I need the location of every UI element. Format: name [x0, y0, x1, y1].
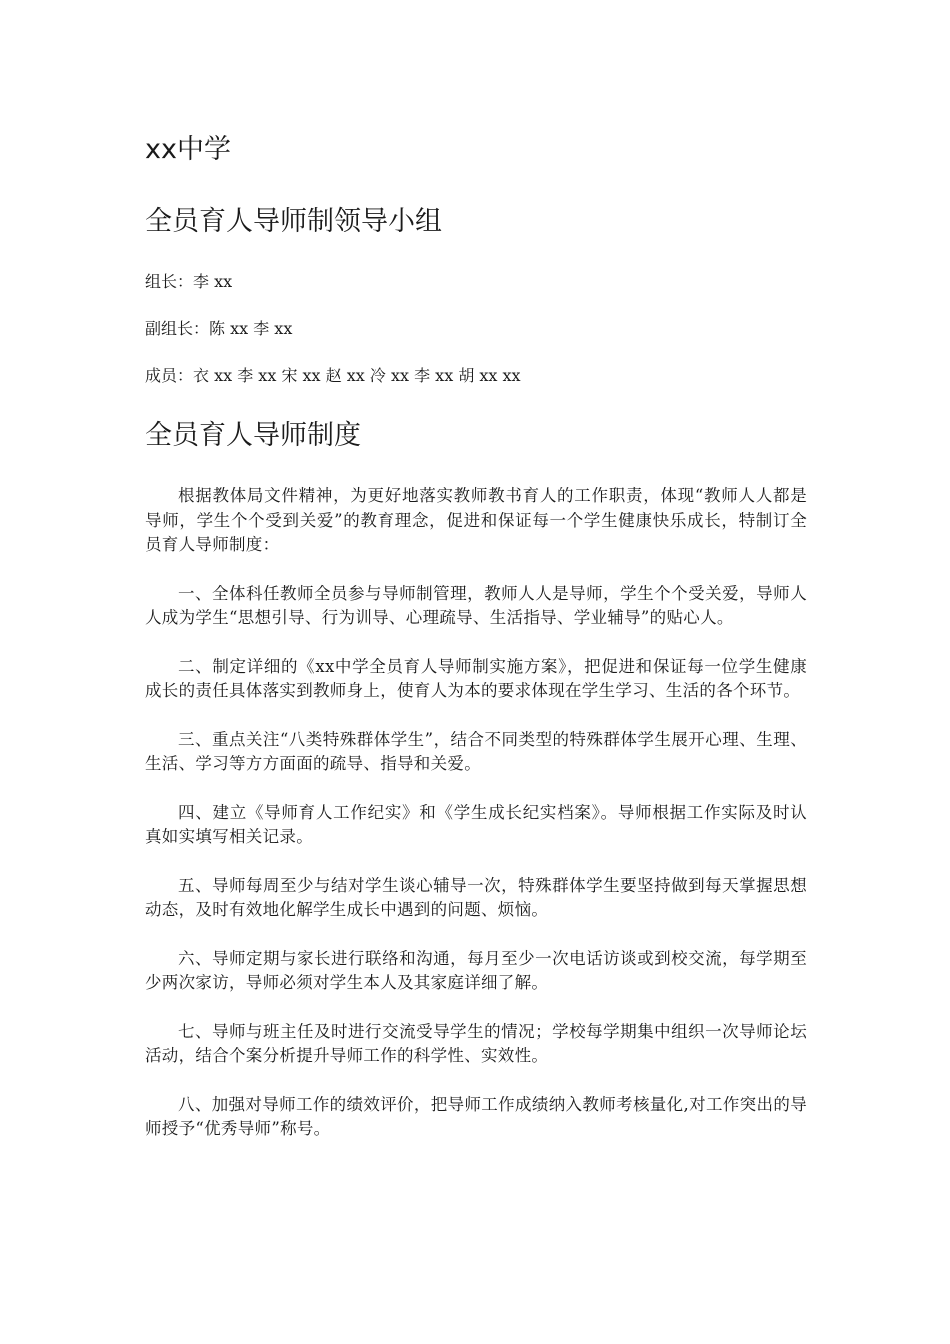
paragraph-item-4: 四、建立《导师育人工作纪实》和《学生成长纪实档案》。导师根据工作实际及时认真如实填写相关记录。 — [145, 802, 807, 846]
document-body — [145, 484, 807, 1166]
paragraph-item-8: 八、加强对导师工作的绩效评价，把导师工作成绩纳入教师考核量化,对工作突出的导师授予“优秀导师”称号。 — [145, 1094, 807, 1138]
leadership-group-title: 全员育人导师制领导小组 — [145, 206, 442, 237]
paragraph-item-6: 六、导师定期与家长进行联络和沟通，每月至少一次电话访谈或到校交流，每学期至少两次家访，导师必须对学生本人及其家庭详细了解。 — [145, 948, 807, 992]
school-name: xx中学 — [145, 134, 231, 165]
group-members: 成员：衣 xx 李 xx 宋 xx 赵 xx 冷 xx 李 xx 胡 xx xx — [145, 366, 521, 385]
paragraph-intro: 根据教体局文件精神，为更好地落实教师教书育人的工作职责，体现“教师人人都是导师，学生个个受到关爱”的教育理念，促进和保证每一个学生健康快乐成长，特制订全员育人导师制度： — [145, 486, 807, 554]
paragraph-item-1: 一、全体科任教师全员参与导师制管理，教师人人是导师，学生个个受关爱，导师人人成为学生“思想引导、行为训导、心理疏导、生活指导、学业辅导”的贴心人。 — [145, 583, 807, 627]
paragraph-item-5: 五、导师每周至少与结对学生谈心辅导一次，特殊群体学生要坚持做到每天掌握思想动态，及时有效地化解学生成长中遇到的问题、烦恼。 — [145, 875, 807, 919]
paragraph-item-7: 七、导师与班主任及时进行交流受导学生的情况；学校每学期集中组织一次导师论坛活动，结合个案分析提升导师工作的科学性、实效性。 — [145, 1021, 807, 1065]
system-title: 全员育人导师制度 — [145, 420, 361, 451]
group-leader: 组长：李 xx — [145, 272, 233, 291]
paragraph-item-3: 三、重点关注“八类特殊群体学生”，结合不同类型的特殊群体学生展开心理、生理、生活、学习等方方面面的疏导、指导和关爱。 — [145, 729, 807, 773]
paragraph-item-2: 二、制定详细的《xx中学全员育人导师制实施方案》，把促进和保证每一位学生健康成长的责任具体落实到教师身上，使育人为本的要求体现在学生学习、生活的各个环节。 — [145, 656, 807, 700]
group-deputy-leader: 副组长：陈 xx 李 xx — [145, 319, 293, 338]
